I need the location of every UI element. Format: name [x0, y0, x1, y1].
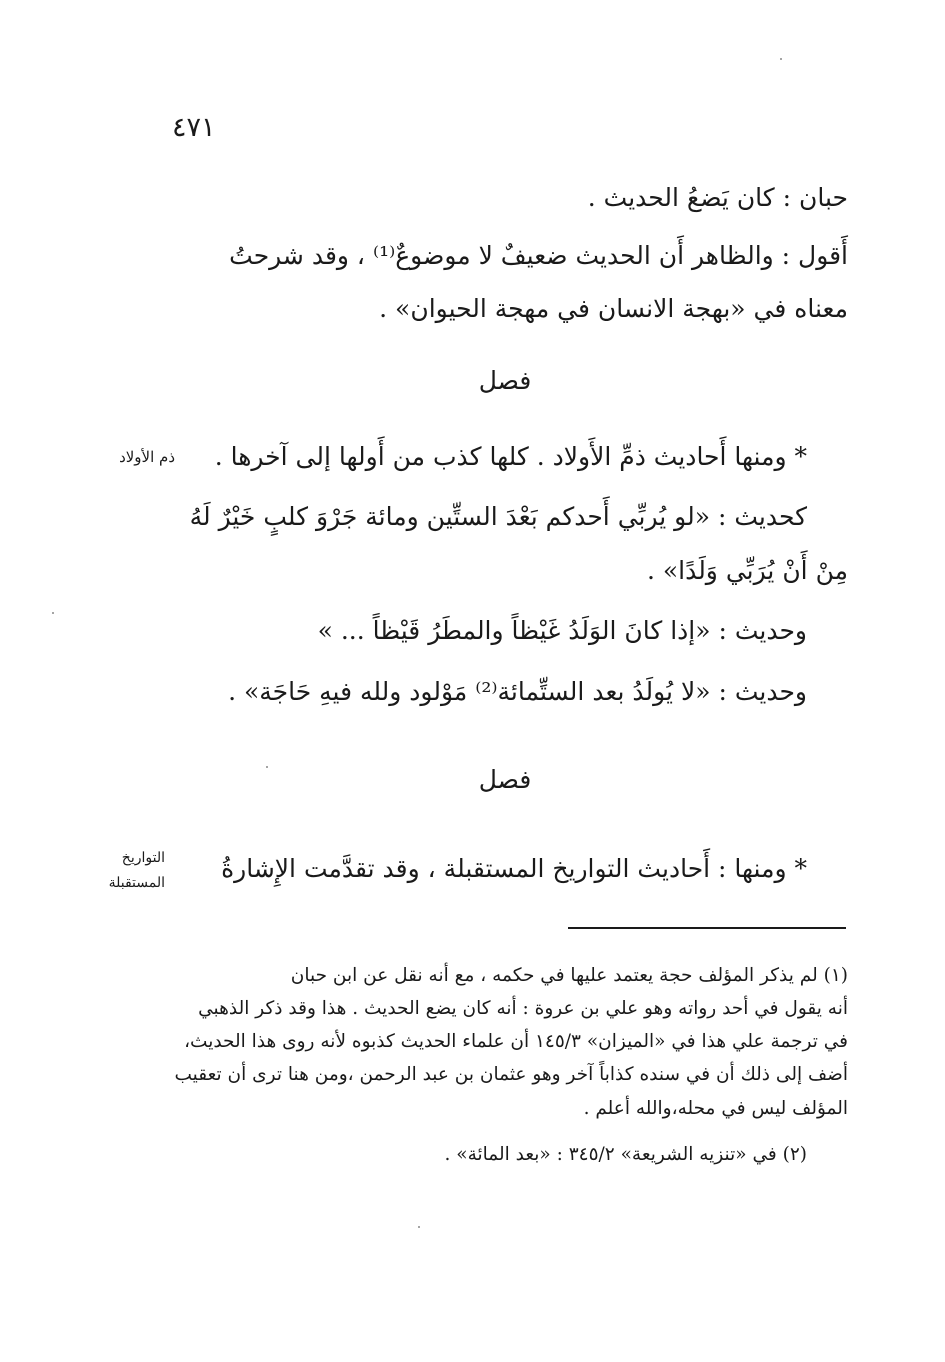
paragraph-line: أَقول : والظاهر أَن الحديث ضعيفٌ لا موضوعٌ⁽¹⁾ ، وقد شرحتُ — [229, 241, 848, 270]
paragraph-line: * ومنها أَحاديث ذمِّ الأَولاد . كلها كذب من أَولها إلى آخرها . — [214, 442, 807, 471]
paragraph-line: وحديث : «إذا كانَ الوَلَدُ غَيْظاً والمطَرُ قَيْظاً ... » — [317, 616, 807, 645]
scan-speck — [52, 612, 54, 614]
scan-speck — [266, 766, 268, 768]
footnote-separator — [568, 927, 846, 929]
paragraph-line: وحديث : «لا يُولَدُ بعد الستِّمائة⁽²⁾ مَوْلود ولله فيهِ حَاجَة» . — [228, 677, 807, 706]
paragraph-line: * ومنها : أَحاديث التواريخ المستقبلة ، وقد تقدَّمت الإِشارةُ — [221, 854, 807, 883]
footnote-line: أضف إلى ذلك أن في سنده كذاباً آخر وهو عثمان بن عبد الرحمن ،ومن هنا ترى أن تعقيب — [174, 1064, 848, 1085]
footnote-line: أنه يقول في أحد رواته وهو علي بن عروة : أنه كان يضع الحديث . هذا وقد ذكر الذهبي — [198, 998, 848, 1019]
section-heading: فصل — [478, 366, 532, 395]
footnote-line: المؤلف ليس في محله،والله أعلم . — [583, 1098, 848, 1119]
footnote-line: (٢) في «تنزيه الشريعة» ٣٤٥/٢ : «بعد المائة» . — [444, 1144, 807, 1165]
scan-speck — [780, 58, 782, 60]
section-heading: فصل — [478, 765, 532, 794]
footnote-line: (١) لم يذكر المؤلف حجة يعتمد عليها في حكمه ، مع أنه نقل عن ابن حبان — [290, 965, 848, 986]
margin-note: التواريخ — [121, 850, 165, 866]
paragraph-line: مِنْ أَنْ يُرَبِّي وَلَدًا» . — [646, 556, 848, 585]
paragraph-line: كحديث : «لو يُربِّي أَحدكم بَعْدَ الستِّين ومائة جَرْوَ كلبٍ خَيْرٌ لَهُ — [189, 502, 807, 531]
margin-note: ذم الأولاد — [119, 448, 175, 466]
paragraph-line: معناه في «بهجة الانسان في مهجة الحيوان» . — [379, 294, 848, 323]
page-number: ٤٧١ — [172, 112, 216, 143]
scan-speck — [418, 1226, 420, 1228]
footnote-line: في ترجمة علي هذا في «الميزان» ١٤٥/٣ أن علماء الحديث كذبوه لأنه روى هذا الحديث، — [184, 1031, 848, 1052]
paragraph-line: حبان : كان يَضعُ الحديث . — [587, 183, 848, 212]
margin-note: المستقبلة — [108, 875, 165, 891]
